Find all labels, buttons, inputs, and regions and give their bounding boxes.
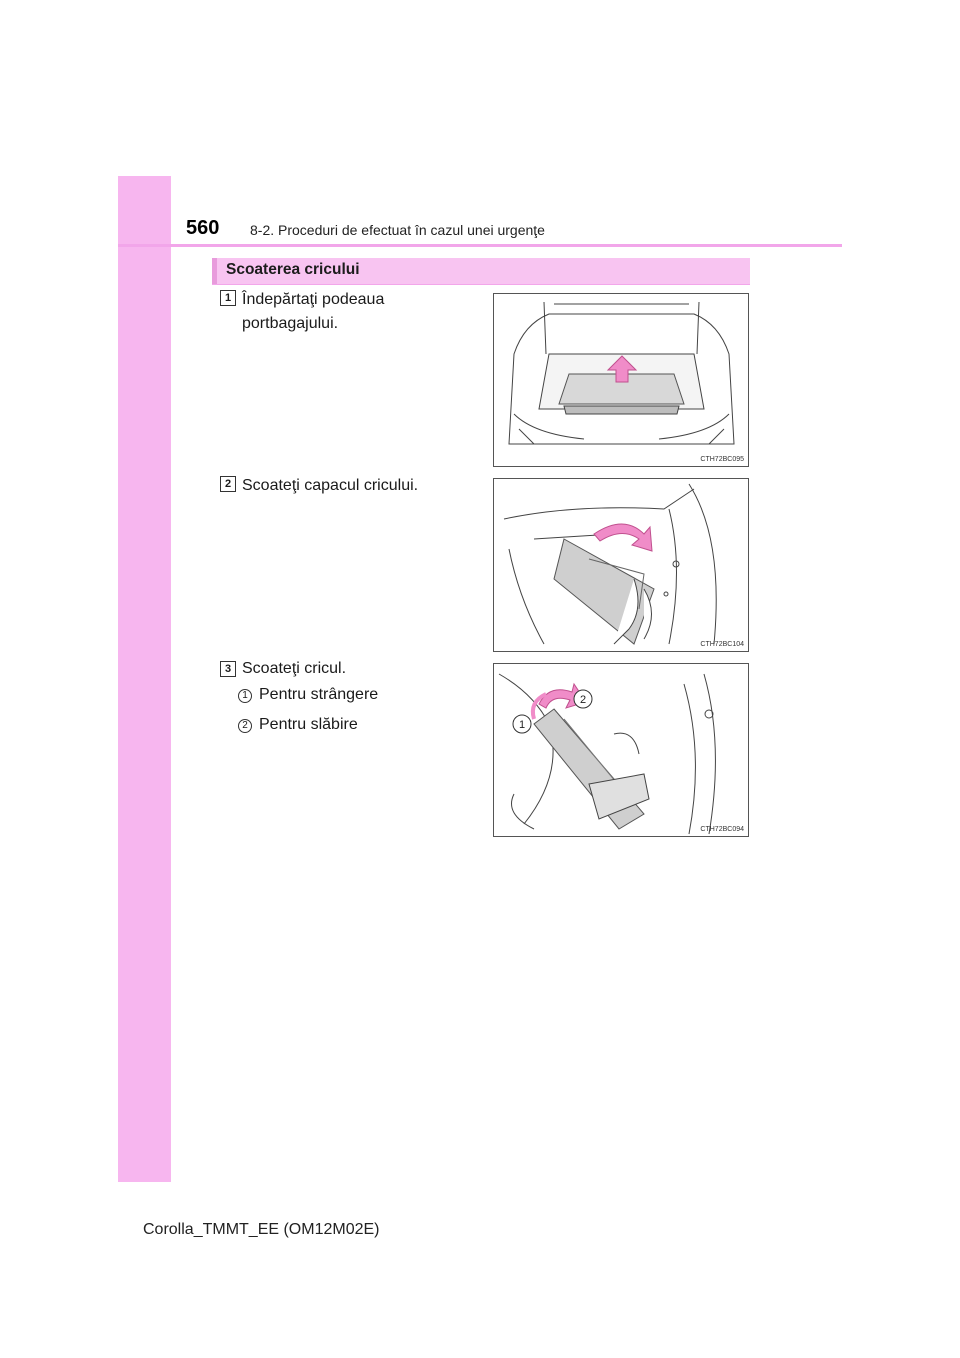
- figure-code: CTH72BC095: [700, 456, 744, 463]
- callout-1-label: 1: [518, 719, 526, 731]
- side-tab-band: [118, 176, 171, 1182]
- jack-removal-illustration: [494, 664, 748, 836]
- step-3-text: Scoateţi cricul.: [242, 660, 347, 677]
- figure-jack-removal: [493, 663, 749, 837]
- footer-doc-id: Corolla_TMMT_EE (OM12M02E): [143, 1221, 380, 1238]
- step-1-text: Îndepărtaţi podeaua portbagajului.: [242, 291, 385, 332]
- subheading-rule: [212, 284, 750, 285]
- step-2-badge: 2: [220, 476, 236, 492]
- substep-2-badge: 2: [238, 719, 252, 733]
- figure-code: CTH72BC104: [700, 641, 744, 648]
- subheading-bar: [212, 258, 750, 284]
- step-1-badge: 1: [220, 290, 236, 306]
- substep-1-text: Pentru strângere: [259, 686, 379, 703]
- figure-code: CTH72BC094: [700, 826, 744, 833]
- step-3-badge: 3: [220, 661, 236, 677]
- subheading-text: Scoaterea cricului: [226, 261, 360, 278]
- substep-2-text: Pentru slăbire: [259, 716, 358, 733]
- page-number: 560: [186, 217, 220, 239]
- callout-2-label: 2: [579, 694, 587, 706]
- substep-1-badge: 1: [238, 689, 252, 703]
- figure-jack-cover: [493, 478, 749, 652]
- step-2-text: Scoateţi capacul cricului.: [242, 477, 419, 494]
- jack-cover-illustration: [494, 479, 748, 651]
- header-rule: [118, 244, 842, 247]
- trunk-floor-illustration: [494, 294, 748, 466]
- figure-trunk-floor: [493, 293, 749, 467]
- section-title: 8-2. Proceduri de efectuat în cazul unei urgenţe: [250, 222, 545, 238]
